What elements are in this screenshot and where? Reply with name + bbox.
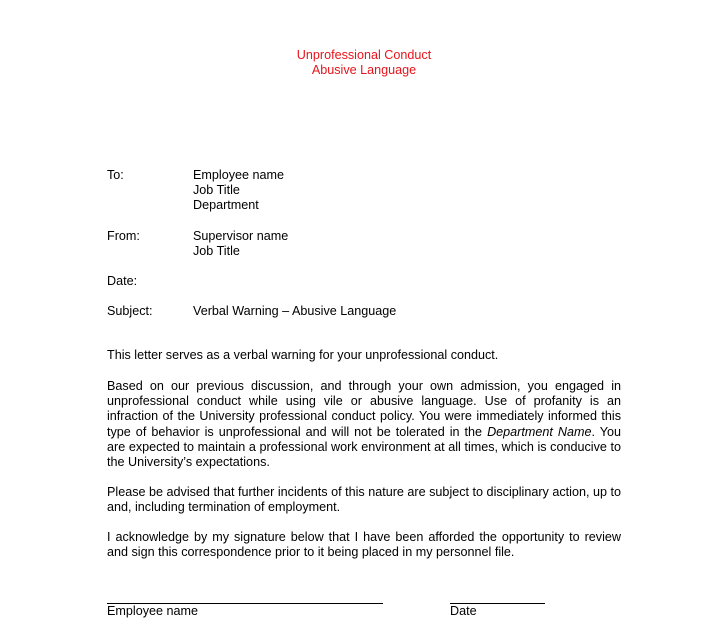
body-paragraph-2 — [107, 379, 621, 470]
subject-value: Verbal Warning – Abusive Language — [193, 304, 397, 318]
body-paragraph-4: I acknowledge by my signature below that I have been afforded the opportunity to review and sign this correspondence prior to it being placed in my personnel file. — [107, 530, 621, 560]
employee-signature-label: Employee name — [107, 604, 199, 618]
date-signature-label: Date — [450, 604, 477, 618]
document-title-line-2: Abusive Language — [311, 63, 417, 77]
body-paragraph-2-text-end: . You are expected to maintain a professional work environment at all times, which is conducive to the University’s expectations. — [107, 424, 621, 470]
body-paragraph-2-text-start: Based on our previous discussion, and through your own admission, you engaged in unprofessional conduct while using vile or abusive language. Use of profanity is an infraction of the University professional conduct policy. You were immediately informed this type of behavior is unprofessional and will not be tolerated in the — [107, 379, 621, 439]
to-job-title: Job Title — [193, 183, 240, 197]
body-paragraph-3: Please be advised that further incidents of this nature are subject to disciplinary action, up to and, including termination of employment. — [107, 485, 621, 515]
subject-label: Subject: — [107, 304, 153, 318]
to-label: To: — [107, 168, 124, 182]
from-label: From: — [107, 229, 140, 243]
from-supervisor-name: Supervisor name — [193, 229, 289, 243]
to-department: Department — [193, 198, 259, 212]
document-title-line-1: Unprofessional Conduct — [296, 48, 432, 62]
from-job-title: Job Title — [193, 244, 240, 258]
to-employee-name: Employee name — [193, 168, 285, 182]
date-label: Date: — [107, 274, 138, 288]
body-paragraph-1: This letter serves as a verbal warning for your unprofessional conduct. — [107, 348, 499, 362]
department-name-placeholder: Department Name — [487, 424, 592, 439]
